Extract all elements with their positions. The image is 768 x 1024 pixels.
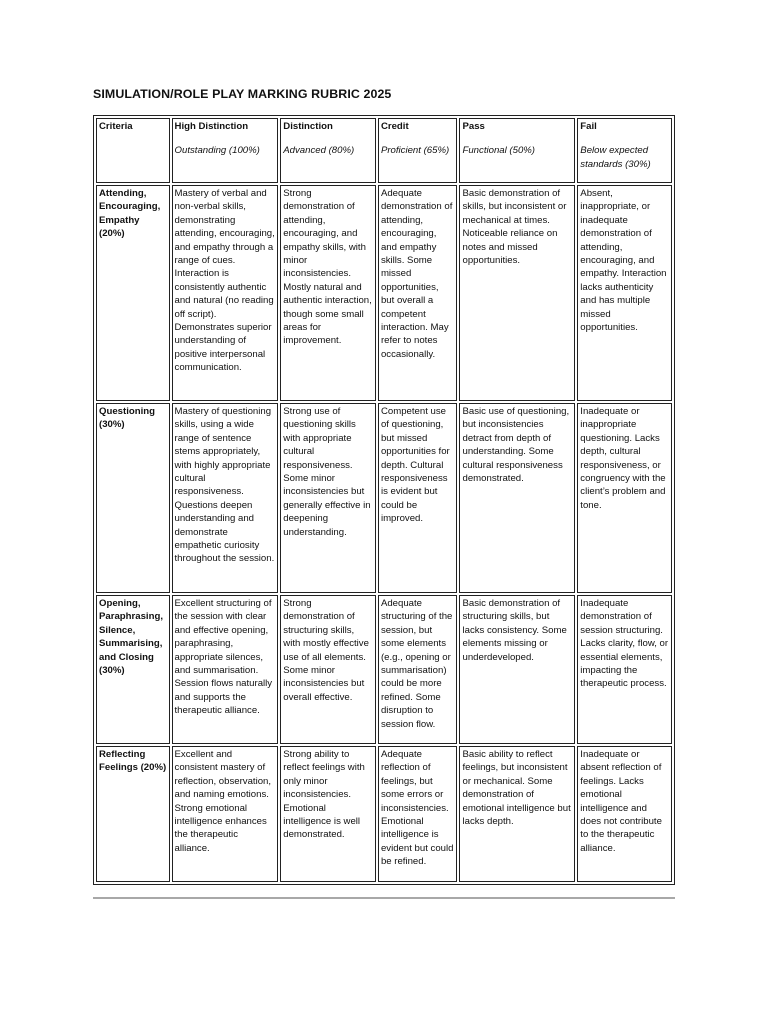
rubric-cell: Absent, inappropriate, or inadequate demonstration of attending, encouraging, and empathy. Interaction lacks authenticity and has multiple missed opportunities. <box>577 185 672 401</box>
header-distinction <box>280 118 376 183</box>
table-header-row <box>96 118 672 183</box>
rubric-cell: Strong use of questioning skills with appropriate cultural responsiveness. Some minor inconsistencies but generally effective in deepening understanding. <box>280 403 376 593</box>
header-subtitle: Proficient (65%) <box>380 145 450 157</box>
header-credit <box>378 118 458 183</box>
rubric-cell: Adequate demonstration of attending, encouraging, and empathy skills. Some missed opportunities, but overall a competent interaction. May refer to notes occasionally. <box>378 185 458 401</box>
rubric-cell: Basic demonstration of structuring skills, but lacks consistency. Some elements missing or underdeveloped. <box>459 595 575 744</box>
rubric-cell: Excellent and consistent mastery of reflection, observation, and naming emotions. Strong emotional intelligence enhances the therapeutic alliance. <box>172 746 279 882</box>
header-fail <box>577 118 672 183</box>
rubric-cell: Inadequate or absent reflection of feelings. Lacks emotional intelligence and does not contribute to the therapeutic alliance. <box>577 746 672 882</box>
rubric-cell: Mastery of questioning skills, using a wide range of sentence stems appropriately, with highly appropriate cultural responsiveness. Questions deepen understanding and demonstrate empathetic curiosity throughout the session. <box>172 403 279 593</box>
table-row <box>96 746 672 882</box>
header-label: Credit <box>380 121 409 132</box>
rubric-cell: Basic ability to reflect feelings, but inconsistent or mechanical. Some demonstration of emotional intelligence but lacks depth. <box>459 746 575 882</box>
header-label: Pass <box>462 121 485 132</box>
rubric-cell: Mastery of verbal and non-verbal skills, demonstrating attending, encouraging, and empathy through a range of cues. Interaction is consistently authentic and natural (no reading off script). Demonstrates superior understanding of positive interpersonal communication. <box>172 185 279 401</box>
header-criteria <box>96 118 170 183</box>
header-subtitle: Functional (50%) <box>462 145 536 157</box>
header-high-distinction <box>172 118 279 183</box>
table-row <box>96 403 672 593</box>
criteria-cell: Opening, Paraphrasing, Silence, Summarising, and Closing (30%) <box>96 595 170 744</box>
rubric-cell: Adequate reflection of feelings, but some errors or inconsistencies. Emotional intelligence is evident but could be refined. <box>378 746 458 882</box>
table-row <box>96 595 672 744</box>
header-subtitle: Below expected standards (30%) <box>580 145 651 170</box>
header-label: Distinction <box>283 121 333 132</box>
rubric-cell: Adequate structuring of the session, but some elements (e.g., opening or summarisation) could be more refined. Some disruption to session flow. <box>378 595 458 744</box>
bottom-divider <box>93 897 675 899</box>
criteria-cell: Questioning (30%) <box>96 403 170 593</box>
header-subtitle: Outstanding (100%) <box>174 145 260 157</box>
header-label: Fail <box>580 121 597 132</box>
page-title: SIMULATION/ROLE PLAY MARKING RUBRIC 2025 <box>93 87 392 101</box>
rubric-cell: Basic use of questioning, but inconsistencies detract from depth of understanding. Some cultural responsiveness demonstrated. <box>459 403 575 593</box>
header-pass <box>459 118 575 183</box>
rubric-cell: Inadequate or inappropriate questioning. Lacks depth, cultural responsiveness, or congruency with the client’s problem and tone. <box>577 403 672 593</box>
rubric-cell: Inadequate demonstration of session structuring. Lacks clarity, flow, or essential elements, impacting the therapeutic process. <box>577 595 672 744</box>
rubric-cell: Competent use of questioning, but missed opportunities for depth. Cultural responsiveness is evident but could be improved. <box>378 403 458 593</box>
header-label: Criteria <box>99 121 133 132</box>
criteria-cell: Attending, Encouraging, Empathy (20%) <box>96 185 170 401</box>
rubric-cell: Strong demonstration of attending, encouraging, and empathy skills, with minor inconsistencies. Mostly natural and authentic interaction, though some small areas for improvement. <box>280 185 376 401</box>
table-row <box>96 185 672 401</box>
header-subtitle: Advanced (80%) <box>283 145 355 157</box>
rubric-cell: Strong ability to reflect feelings with only minor inconsistencies. Emotional intelligence is well demonstrated. <box>280 746 376 882</box>
rubric-cell: Excellent structuring of the session with clear and effective opening, paraphrasing, appropriate silences, and summarisation. Session flows naturally and supports the therapeutic alliance. <box>172 595 279 744</box>
rubric-table <box>93 115 675 885</box>
criteria-cell: Reflecting Feelings (20%) <box>96 746 170 882</box>
rubric-cell: Basic demonstration of skills, but inconsistent or mechanical at times. Noticeable reliance on notes and missed opportunities. <box>459 185 575 401</box>
header-label: High Distinction <box>174 121 249 132</box>
rubric-cell: Strong demonstration of structuring skills, with mostly effective use of all elements. Some minor inconsistencies but overall effective. <box>280 595 376 744</box>
